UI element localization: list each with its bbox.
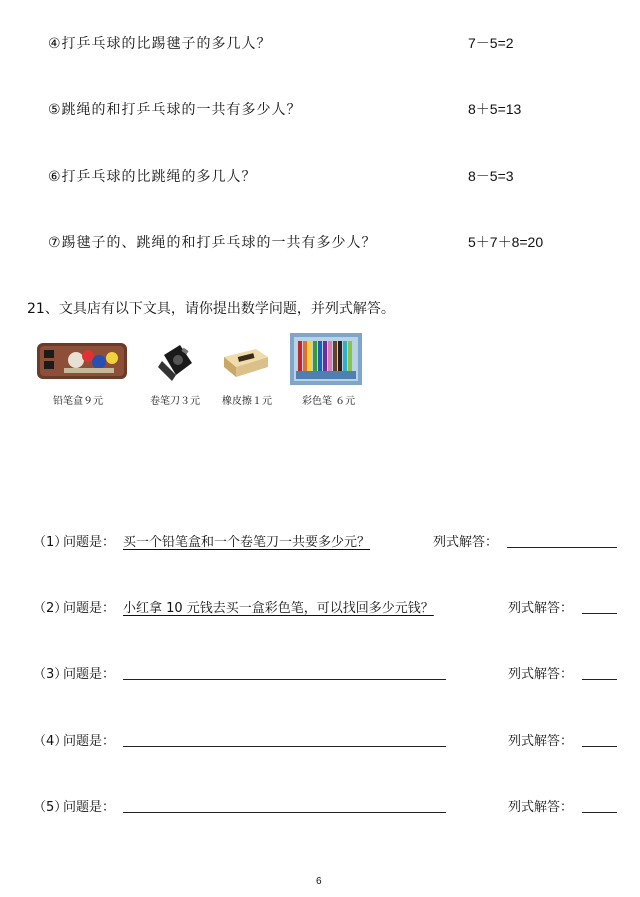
row-prefix: 问题是： bbox=[63, 535, 116, 550]
row-solve-label: 列式解答： bbox=[508, 734, 574, 749]
question-4: ④打乒乓球的比踢毽子的多几人？ bbox=[48, 36, 272, 52]
question-5: ⑤跳绳的和打乒乓球的一共有多少人？ bbox=[48, 102, 302, 118]
row-number: （5） bbox=[33, 800, 68, 815]
answer-7: 5＋7＋8=20 bbox=[468, 234, 544, 250]
row-prefix: 问题是： bbox=[63, 667, 116, 682]
color-pens-label: 彩色笔 ６元 bbox=[302, 396, 356, 407]
row-number: （3） bbox=[33, 667, 68, 682]
solve-answer-line[interactable] bbox=[582, 796, 617, 813]
question-line[interactable] bbox=[123, 663, 446, 680]
solve-answer-line[interactable] bbox=[582, 597, 617, 614]
question-row-2 bbox=[33, 597, 623, 617]
question-line[interactable] bbox=[123, 796, 446, 813]
solve-answer-line[interactable] bbox=[582, 730, 617, 747]
question-row-4 bbox=[33, 730, 623, 750]
page-number: 6 bbox=[316, 876, 322, 887]
row-solve-label: 列式解答： bbox=[508, 601, 574, 616]
pencil-case-image bbox=[36, 340, 128, 382]
row-number: （1） bbox=[33, 535, 68, 550]
row-prefix: 问题是： bbox=[63, 601, 116, 616]
question-line[interactable] bbox=[123, 730, 446, 747]
row-number: （2） bbox=[33, 601, 68, 616]
answer-4: 7－5=2 bbox=[468, 35, 514, 51]
row-solve-label: 列式解答： bbox=[508, 667, 574, 682]
color-pens-image bbox=[290, 333, 362, 385]
solve-answer-line[interactable] bbox=[582, 663, 617, 680]
problem-21-title: 21、文具店有以下文具，请你提出数学问题，并列式解答。 bbox=[27, 301, 395, 317]
row-prefix: 问题是： bbox=[63, 800, 116, 815]
row-question: 小红拿 10 元钱去买一盒彩色笔，可以找回多少元钱？ bbox=[123, 601, 434, 616]
row-question: 买一个铅笔盒和一个卷笔刀一共要多少元？ bbox=[123, 535, 371, 550]
question-6: ⑥打乒乓球的比跳绳的多几人？ bbox=[48, 169, 257, 185]
eraser-label: 橡皮擦１元 bbox=[222, 396, 272, 407]
row-prefix: 问题是： bbox=[63, 734, 116, 749]
eraser-image bbox=[222, 347, 270, 379]
pencil-case-label: 铅笔盒９元 bbox=[53, 396, 103, 407]
question-row-3 bbox=[33, 663, 623, 683]
sharpener-label: 卷笔刀３元 bbox=[150, 396, 200, 407]
row-solve-label: 列式解答： bbox=[508, 800, 574, 815]
answer-6: 8－5=3 bbox=[468, 168, 514, 184]
row-number: （4） bbox=[33, 734, 68, 749]
solve-answer-line[interactable] bbox=[507, 531, 617, 548]
answer-5: 8＋5=13 bbox=[468, 101, 522, 117]
sharpener-image bbox=[156, 341, 198, 383]
question-7: ⑦踢毽子的、跳绳的和打乒乓球的一共有多少人？ bbox=[48, 235, 377, 251]
question-row-5 bbox=[33, 796, 623, 816]
row-solve-label: 列式解答： bbox=[433, 535, 499, 550]
question-row-1 bbox=[33, 531, 623, 551]
